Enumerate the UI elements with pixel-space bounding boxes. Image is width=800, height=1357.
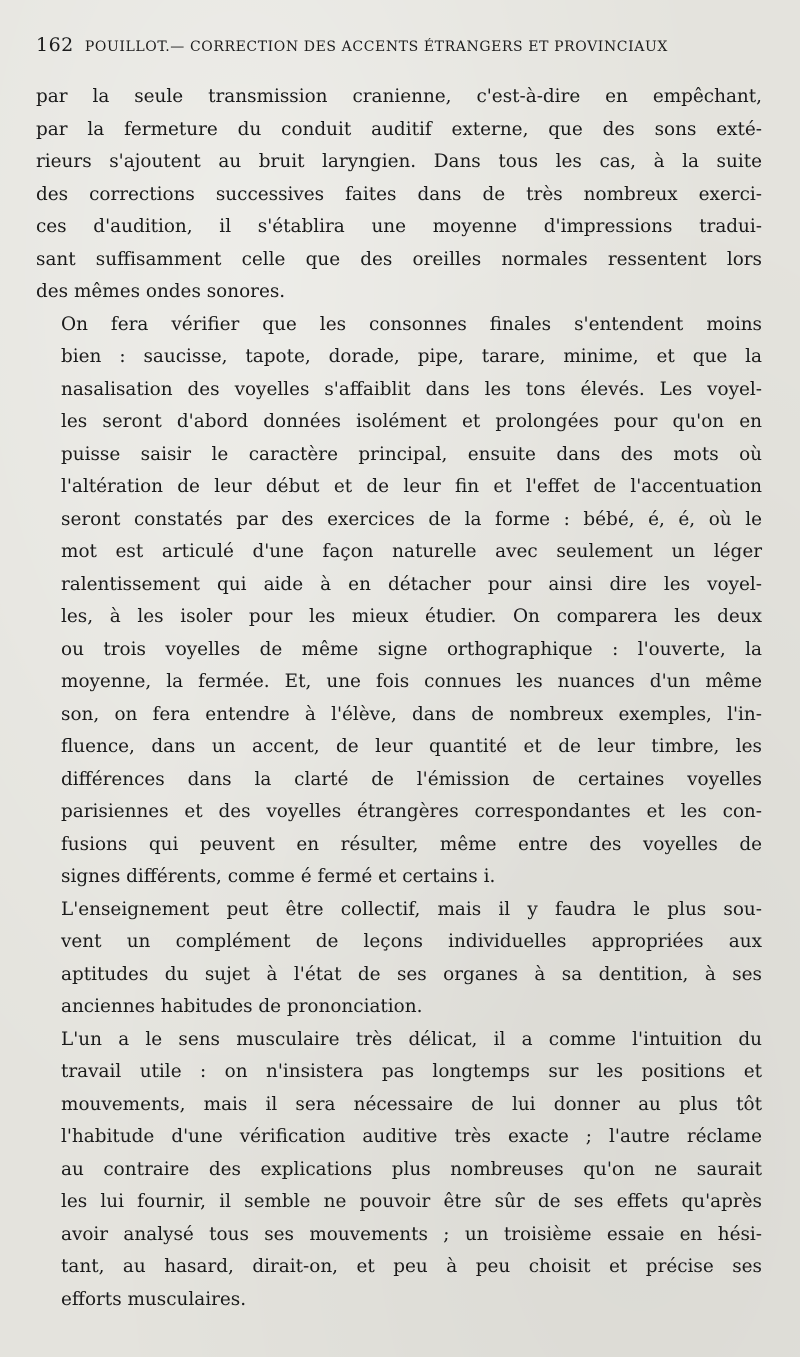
text-line: L'enseignement peut être collectif, mais il y faudra le plus sou- xyxy=(61,898,762,920)
page-number: 162 xyxy=(36,34,74,56)
text-line: par la fermeture du conduit auditif externe, que des sons exté- xyxy=(36,118,762,140)
text-line: les, à les isoler pour les mieux étudier. On comparera les deux xyxy=(61,606,762,627)
text-line: aptitudes du sujet à l'état de ses organes à sa dentition, à ses xyxy=(61,963,762,985)
text-line: On fera vérifier que les consonnes finales s'entendent moins xyxy=(61,313,762,335)
text-line: mouvements, mais il sera nécessaire de lui donner au plus tôt xyxy=(61,1093,762,1115)
body-text xyxy=(36,81,762,1316)
running-header xyxy=(36,34,766,56)
text-line: ralentissement qui aide à en détacher pour ainsi dire les voyel- xyxy=(61,573,762,595)
text-line: au contraire des explications plus nombreuses qu'on ne saurait xyxy=(61,1158,762,1180)
text-line: avoir analysé tous ses mouvements ; un troisième essaie en hési- xyxy=(61,1223,762,1245)
text-line: vent un complément de leçons individuelles appropriées aux xyxy=(61,931,762,952)
text-line: bien : saucisse, tapote, dorade, pipe, tarare, minime, et que la xyxy=(61,346,762,367)
text-line: l'altération de leur début et de leur fin et l'effet de l'accentuation xyxy=(61,476,762,497)
paragraph xyxy=(36,309,762,894)
text-line: tant, au hasard, dirait-on, et peu à peu choisit et précise ses xyxy=(61,1256,762,1277)
text-line: signes différents, comme é fermé et certains i. xyxy=(61,866,496,887)
paragraph xyxy=(36,81,762,309)
text-line: ou trois voyelles de même signe orthographique : l'ouverte, la xyxy=(61,638,762,660)
text-line: sant suffisamment celle que des oreilles normales ressentent lors xyxy=(36,248,762,270)
text-line: efforts musculaires. xyxy=(61,1288,247,1310)
paragraph xyxy=(36,1024,762,1317)
paragraph xyxy=(36,894,762,1024)
text-line: les lui fournir, il semble ne pouvoir être sûr de ses effets qu'après xyxy=(61,1191,762,1212)
text-line: L'un a le sens musculaire très délicat, il a comme l'intuition du xyxy=(61,1028,762,1050)
running-head-title: POUILLOT.— CORRECTION DES ACCENTS ÉTRANGERS ET PROVINCIAUX xyxy=(84,39,668,55)
text-line: son, on fera entendre à l'élève, dans de nombreux exemples, l'in- xyxy=(61,703,762,725)
text-line: seront constatés par des exercices de la forme : bébé, é, é, où le xyxy=(61,508,762,530)
text-line: des corrections successives faites dans de très nombreux exerci- xyxy=(36,183,762,205)
text-line: mot est articulé d'une façon naturelle avec seulement un léger xyxy=(61,541,762,562)
text-line: l'habitude d'une vérification auditive très exacte ; l'autre réclame xyxy=(61,1126,762,1147)
text-line: les seront d'abord données isolément et prolongées pour qu'on en xyxy=(61,411,762,432)
text-line: moyenne, la fermée. Et, une fois connues les nuances d'un même xyxy=(61,671,762,692)
text-line: travail utile : on n'insistera pas longtemps sur les positions et xyxy=(61,1061,762,1082)
text-line: des mêmes ondes sonores. xyxy=(36,281,286,302)
text-line: parisiennes et des voyelles étrangères correspondantes et les con- xyxy=(61,801,762,822)
text-line: anciennes habitudes de prononciation. xyxy=(61,996,423,1017)
text-line: différences dans la clarté de l'émission de certaines voyelles xyxy=(61,768,762,790)
text-line: rieurs s'ajoutent au bruit laryngien. Dans tous les cas, à la suite xyxy=(36,151,762,172)
text-line: fluence, dans un accent, de leur quantité et de leur timbre, les xyxy=(61,736,762,757)
text-line: ces d'audition, il s'établira une moyenne d'impressions tradui- xyxy=(36,216,762,237)
text-line: par la seule transmission cranienne, c'est-à-dire en empêchant, xyxy=(36,86,762,107)
text-line: fusions qui peuvent en résulter, même entre des voyelles de xyxy=(61,833,762,855)
text-line: puisse saisir le caractère principal, ensuite dans des mots où xyxy=(61,443,762,465)
text-line: nasalisation des voyelles s'affaiblit dans les tons élevés. Les voyel- xyxy=(61,378,762,400)
